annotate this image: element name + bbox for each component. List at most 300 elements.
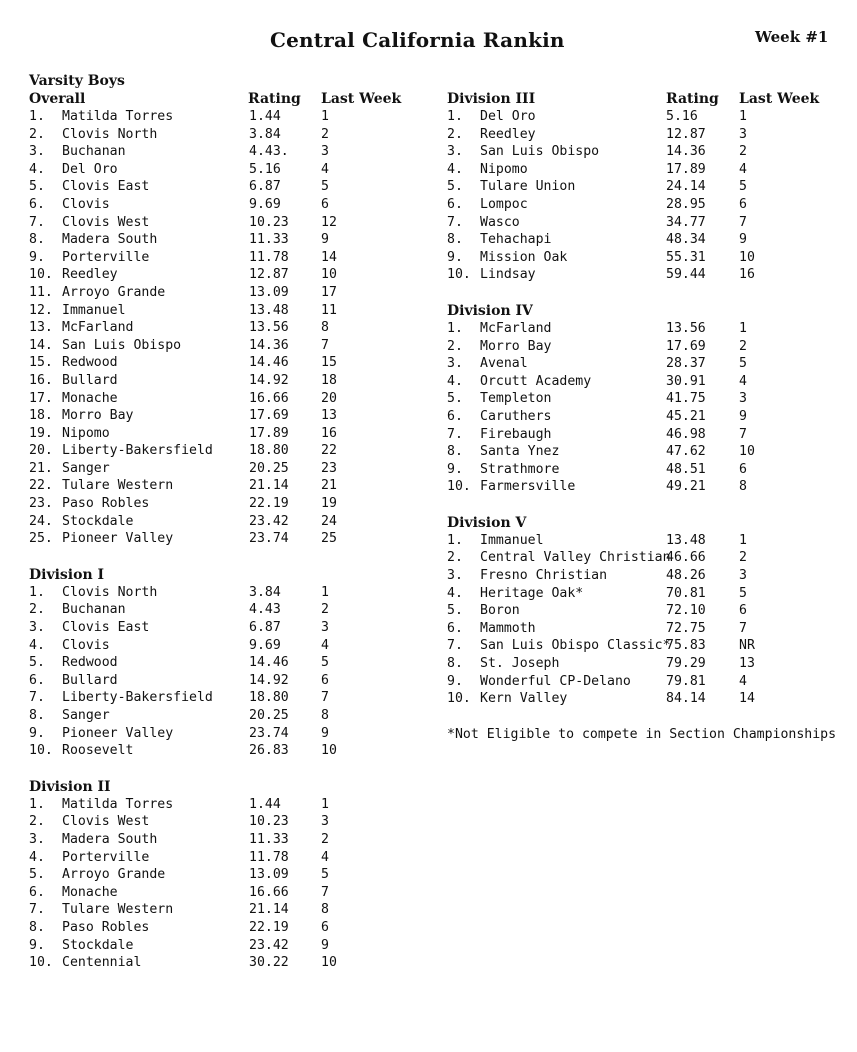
last-week-cell: 24 bbox=[321, 513, 337, 529]
last-week-cell: 5 bbox=[321, 867, 329, 883]
rank-cell: 25. bbox=[29, 531, 53, 547]
last-week-cell: 3 bbox=[321, 620, 329, 636]
team-cell: Centennial bbox=[62, 955, 142, 971]
rating-cell: 6.87 bbox=[249, 620, 281, 636]
rank-cell: 8. bbox=[447, 444, 463, 460]
rating-cell: 79.81 bbox=[666, 673, 706, 689]
table-row bbox=[447, 249, 847, 267]
varsity-label: Varsity Boys bbox=[29, 73, 125, 89]
table-row bbox=[29, 442, 419, 460]
rank-cell: 10. bbox=[29, 743, 53, 759]
rating-cell: 9.69 bbox=[249, 637, 281, 653]
rating-cell: 14.36 bbox=[249, 337, 289, 353]
rank-cell: 23. bbox=[29, 496, 53, 512]
table-row bbox=[29, 390, 419, 408]
rank-cell: 15. bbox=[29, 355, 53, 371]
page-title: Central California Rankin bbox=[270, 28, 565, 52]
last-week-cell: 2 bbox=[739, 550, 747, 566]
team-cell: Tulare Western bbox=[62, 478, 174, 494]
last-week-cell: 7 bbox=[739, 214, 747, 230]
last-week-cell: 2 bbox=[321, 602, 329, 618]
team-cell: Tehachapi bbox=[480, 232, 552, 248]
division-3-rows bbox=[447, 108, 847, 284]
rank-cell: 5. bbox=[29, 655, 45, 671]
team-cell: Morro Bay bbox=[62, 408, 134, 424]
team-cell: Clovis bbox=[62, 637, 110, 653]
rating-cell: 4.43 bbox=[249, 602, 281, 618]
last-week-cell: 10 bbox=[739, 444, 755, 460]
rating-cell: 17.89 bbox=[666, 161, 706, 177]
rating-cell: 28.37 bbox=[666, 356, 706, 372]
last-week-cell: 2 bbox=[321, 126, 329, 142]
last-week-cell: 10 bbox=[321, 743, 337, 759]
rating-cell: 13.09 bbox=[249, 284, 289, 300]
table-row bbox=[447, 585, 847, 603]
rating-cell: 23.74 bbox=[249, 725, 289, 741]
rating-cell: 48.34 bbox=[666, 232, 706, 248]
rating-cell: 55.31 bbox=[666, 249, 706, 265]
rating-cell: 30.91 bbox=[666, 373, 706, 389]
table-row bbox=[29, 901, 419, 919]
overall-rows bbox=[29, 108, 419, 548]
rank-cell: 6. bbox=[29, 196, 45, 212]
rank-cell: 9. bbox=[29, 725, 45, 741]
team-cell: Clovis North bbox=[62, 126, 158, 142]
rating-cell: 48.51 bbox=[666, 461, 706, 477]
team-cell: Firebaugh bbox=[480, 426, 552, 442]
team-cell: Matilda Torres bbox=[62, 109, 174, 124]
last-week-cell: 14 bbox=[321, 249, 337, 265]
section-title: Division IV bbox=[447, 302, 533, 319]
rank-cell: 7. bbox=[447, 214, 463, 230]
team-cell: Monache bbox=[62, 390, 118, 406]
rank-cell: 12. bbox=[29, 302, 53, 318]
team-cell: Heritage Oak* bbox=[480, 585, 584, 601]
team-cell: Monache bbox=[62, 884, 118, 900]
team-cell: Nipomo bbox=[480, 161, 528, 177]
table-row bbox=[447, 673, 847, 691]
rank-cell: 7. bbox=[29, 214, 45, 230]
rank-cell: 19. bbox=[29, 425, 53, 441]
team-cell: San Luis Obispo bbox=[480, 144, 600, 160]
table-row bbox=[29, 337, 419, 355]
team-cell: Stockdale bbox=[62, 937, 134, 953]
table-row bbox=[447, 461, 847, 479]
table-row bbox=[29, 831, 419, 849]
rank-cell: 1. bbox=[447, 532, 463, 548]
team-cell: Lindsay bbox=[480, 267, 536, 283]
team-cell: Liberty-Bakersfield bbox=[62, 443, 213, 459]
last-week-cell: 5 bbox=[321, 179, 329, 195]
rating-cell: 23.42 bbox=[249, 937, 289, 953]
rating-cell: 41.75 bbox=[666, 391, 706, 407]
rating-cell: 13.56 bbox=[666, 320, 706, 336]
team-cell: Immanuel bbox=[62, 302, 126, 318]
rating-cell: 84.14 bbox=[666, 691, 706, 707]
team-cell: Stockdale bbox=[62, 513, 134, 529]
team-cell: Wonderful CP-Delano bbox=[480, 673, 631, 689]
last-week-cell: 13 bbox=[739, 656, 755, 672]
last-week-cell: 7 bbox=[321, 884, 329, 900]
rating-cell: 16.66 bbox=[249, 884, 289, 900]
team-cell: Bullard bbox=[62, 372, 118, 388]
section-title: Division I bbox=[29, 566, 105, 583]
rating-cell: 72.10 bbox=[666, 603, 706, 619]
last-week-cell: 15 bbox=[321, 355, 337, 371]
team-cell: Fresno Christian bbox=[480, 568, 608, 584]
division-1-header bbox=[29, 566, 419, 584]
table-row bbox=[29, 477, 419, 495]
team-cell: Bullard bbox=[62, 672, 118, 688]
rating-cell: 48.26 bbox=[666, 568, 706, 584]
last-week-cell: 7 bbox=[321, 337, 329, 353]
rank-cell: 9. bbox=[447, 249, 463, 265]
team-cell: Reedley bbox=[480, 126, 536, 142]
rank-cell: 18. bbox=[29, 408, 53, 424]
last-week-cell: 4 bbox=[321, 161, 329, 177]
table-row bbox=[29, 266, 419, 284]
last-week-cell: 18 bbox=[321, 372, 337, 388]
table-row bbox=[447, 549, 847, 567]
rank-cell: 1. bbox=[29, 796, 45, 812]
table-row bbox=[447, 355, 847, 373]
rank-cell: 6. bbox=[29, 884, 45, 900]
section-title: Division II bbox=[29, 778, 111, 795]
rating-cell: 9.69 bbox=[249, 196, 281, 212]
table-row bbox=[29, 425, 419, 443]
rating-cell: 59.44 bbox=[666, 267, 706, 283]
right-column bbox=[447, 90, 847, 744]
last-week-cell: 21 bbox=[321, 478, 337, 494]
table-row bbox=[29, 866, 419, 884]
rank-cell: 5. bbox=[29, 867, 45, 883]
rank-cell: 5. bbox=[447, 391, 463, 407]
rating-cell: 26.83 bbox=[249, 743, 289, 759]
team-cell: Tulare Union bbox=[480, 179, 576, 195]
last-week-cell: 9 bbox=[321, 937, 329, 953]
table-row bbox=[447, 143, 847, 161]
team-cell: Pioneer Valley bbox=[62, 725, 174, 741]
rank-cell: 3. bbox=[447, 144, 463, 160]
table-row bbox=[447, 161, 847, 179]
rank-cell: 20. bbox=[29, 443, 53, 459]
table-row bbox=[447, 178, 847, 196]
rank-cell: 9. bbox=[29, 249, 45, 265]
rating-cell: 28.95 bbox=[666, 196, 706, 212]
last-week-cell: 3 bbox=[739, 568, 747, 584]
footnote: *Not Eligible to compete in Section Championships bbox=[447, 726, 837, 742]
rank-cell: 8. bbox=[447, 232, 463, 248]
last-week-cell: 2 bbox=[321, 831, 329, 847]
team-cell: Pioneer Valley bbox=[62, 531, 174, 547]
last-week-cell: 4 bbox=[321, 637, 329, 653]
team-cell: Madera South bbox=[62, 232, 158, 248]
table-row bbox=[29, 725, 419, 743]
table-row bbox=[447, 266, 847, 284]
table-row bbox=[447, 567, 847, 585]
table-row bbox=[29, 249, 419, 267]
rating-cell: 18.80 bbox=[249, 690, 289, 706]
table-row bbox=[447, 214, 847, 232]
table-row bbox=[29, 143, 419, 161]
last-week-cell: 2 bbox=[739, 338, 747, 354]
table-row bbox=[29, 584, 419, 602]
team-cell: Lompoc bbox=[480, 196, 528, 212]
table-row bbox=[29, 619, 419, 637]
last-week-cell: 6 bbox=[321, 196, 329, 212]
table-row bbox=[29, 460, 419, 478]
team-cell: Sanger bbox=[62, 460, 110, 476]
rank-cell: 16. bbox=[29, 372, 53, 388]
rating-cell: 1.44 bbox=[249, 796, 281, 812]
division-5-rows bbox=[447, 532, 847, 708]
rank-cell: 1. bbox=[447, 320, 463, 336]
rank-cell: 6. bbox=[447, 620, 463, 636]
rank-cell: 3. bbox=[447, 356, 463, 372]
team-cell: Porterville bbox=[62, 849, 150, 865]
table-row bbox=[29, 354, 419, 372]
team-cell: Del Oro bbox=[480, 109, 536, 124]
team-cell: Redwood bbox=[62, 355, 118, 371]
table-row bbox=[29, 742, 419, 760]
rank-cell: 4. bbox=[447, 585, 463, 601]
table-row bbox=[447, 108, 847, 126]
rating-cell: 34.77 bbox=[666, 214, 706, 230]
rating-cell: 20.25 bbox=[249, 708, 289, 723]
last-week-cell: 5 bbox=[739, 356, 747, 372]
table-row bbox=[29, 108, 419, 126]
rating-cell: 72.75 bbox=[666, 620, 706, 636]
table-row bbox=[447, 620, 847, 638]
rating-cell: 13.48 bbox=[666, 532, 706, 548]
table-row bbox=[447, 320, 847, 338]
rating-cell: 5.16 bbox=[249, 161, 281, 177]
last-week-cell: 9 bbox=[321, 725, 329, 741]
division-2-rows bbox=[29, 796, 419, 972]
team-cell: San Luis Obispo bbox=[62, 337, 182, 353]
table-row bbox=[29, 284, 419, 302]
last-week-cell: 3 bbox=[321, 144, 329, 160]
rank-cell: 6. bbox=[447, 196, 463, 212]
division-5-header bbox=[447, 514, 847, 532]
rating-cell: 22.19 bbox=[249, 919, 289, 935]
rating-cell: 18.80 bbox=[249, 443, 289, 459]
rating-cell: 46.98 bbox=[666, 426, 706, 442]
last-week-cell: 1 bbox=[739, 320, 747, 336]
rating-cell: 3.84 bbox=[249, 584, 281, 600]
rank-cell: 10. bbox=[447, 691, 471, 707]
rating-cell: 30.22 bbox=[249, 955, 289, 971]
rating-cell: 17.89 bbox=[249, 425, 289, 441]
team-cell: Madera South bbox=[62, 831, 158, 847]
rank-cell: 8. bbox=[447, 656, 463, 672]
rating-cell: 11.33 bbox=[249, 831, 289, 847]
team-cell: Matilda Torres bbox=[62, 796, 174, 812]
rank-cell: 22. bbox=[29, 478, 53, 494]
division-2-header bbox=[29, 778, 419, 796]
rank-cell: 9. bbox=[447, 461, 463, 477]
last-week-cell: 3 bbox=[739, 391, 747, 407]
rank-cell: 10. bbox=[29, 955, 53, 971]
rank-cell: 4. bbox=[447, 373, 463, 389]
rating-cell: 4.43. bbox=[249, 144, 289, 160]
last-week-cell: 6 bbox=[739, 461, 747, 477]
table-row bbox=[29, 849, 419, 867]
rating-cell: 14.46 bbox=[249, 355, 289, 371]
rating-cell: 23.42 bbox=[249, 513, 289, 529]
rating-cell: 11.78 bbox=[249, 249, 289, 265]
rank-cell: 13. bbox=[29, 320, 53, 336]
rank-cell: 5. bbox=[29, 179, 45, 195]
last-week-cell: 12 bbox=[321, 214, 337, 230]
team-cell: Immanuel bbox=[480, 532, 544, 548]
table-row bbox=[29, 707, 419, 725]
last-week-cell: 8 bbox=[321, 902, 329, 918]
rank-cell: 7. bbox=[29, 902, 45, 918]
table-row bbox=[29, 954, 419, 972]
last-week-cell: 23 bbox=[321, 460, 337, 476]
rating-cell: 12.87 bbox=[666, 126, 706, 142]
last-week-cell: 9 bbox=[739, 232, 747, 248]
last-week-header: Last Week bbox=[321, 91, 402, 107]
team-cell: Central Valley Christian bbox=[480, 550, 671, 566]
table-row bbox=[29, 937, 419, 955]
last-week-cell: 10 bbox=[321, 955, 337, 971]
rank-cell: 21. bbox=[29, 460, 53, 476]
team-cell: Sanger bbox=[62, 708, 110, 723]
rank-cell: 1. bbox=[29, 109, 45, 124]
last-week-cell: 8 bbox=[321, 320, 329, 336]
rank-cell: 8. bbox=[29, 708, 45, 723]
last-week-cell: 6 bbox=[739, 603, 747, 619]
section-title: Division V bbox=[447, 514, 527, 531]
rating-cell: 12.87 bbox=[249, 267, 289, 283]
table-row bbox=[447, 338, 847, 356]
team-cell: Templeton bbox=[480, 391, 552, 407]
table-row bbox=[29, 231, 419, 249]
rating-cell: 46.66 bbox=[666, 550, 706, 566]
table-row bbox=[29, 672, 419, 690]
rating-cell: 47.62 bbox=[666, 444, 706, 460]
table-row bbox=[447, 532, 847, 550]
rank-cell: 24. bbox=[29, 513, 53, 529]
rating-cell: 13.09 bbox=[249, 867, 289, 883]
section-title: Overall bbox=[29, 91, 86, 107]
team-cell: Redwood bbox=[62, 655, 118, 671]
last-week-header: Last Week bbox=[739, 91, 820, 107]
rank-cell: 4. bbox=[29, 161, 45, 177]
last-week-cell: 10 bbox=[739, 249, 755, 265]
table-row bbox=[29, 178, 419, 196]
team-cell: Clovis West bbox=[62, 214, 150, 230]
table-row bbox=[29, 319, 419, 337]
rating-cell: 16.66 bbox=[249, 390, 289, 406]
rating-cell: 10.23 bbox=[249, 814, 289, 830]
table-row bbox=[29, 407, 419, 425]
rating-cell: 3.84 bbox=[249, 126, 281, 142]
last-week-cell: 8 bbox=[739, 479, 747, 495]
table-row bbox=[29, 601, 419, 619]
team-cell: Roosevelt bbox=[62, 743, 134, 759]
last-week-cell: 25 bbox=[321, 531, 337, 547]
team-cell: Orcutt Academy bbox=[480, 373, 592, 389]
rank-cell: 11. bbox=[29, 284, 53, 300]
rating-cell: 79.29 bbox=[666, 656, 706, 672]
rating-header: Rating bbox=[666, 91, 719, 107]
team-cell: Morro Bay bbox=[480, 338, 552, 354]
rating-cell: 1.44 bbox=[249, 109, 281, 124]
rating-cell: 49.21 bbox=[666, 479, 706, 495]
table-row bbox=[29, 796, 419, 814]
rank-cell: 4. bbox=[447, 161, 463, 177]
team-cell: St. Joseph bbox=[480, 656, 560, 672]
last-week-cell: 16 bbox=[321, 425, 337, 441]
rank-cell: 3. bbox=[29, 620, 45, 636]
rank-cell: 17. bbox=[29, 390, 53, 406]
last-week-cell: 3 bbox=[321, 814, 329, 830]
team-cell: Mammoth bbox=[480, 620, 536, 636]
rating-cell: 10.23 bbox=[249, 214, 289, 230]
table-row bbox=[447, 426, 847, 444]
last-week-cell: 13 bbox=[321, 408, 337, 424]
last-week-cell: 10 bbox=[321, 267, 337, 283]
team-cell: Porterville bbox=[62, 249, 150, 265]
team-cell: Caruthers bbox=[480, 408, 552, 424]
rank-cell: 3. bbox=[29, 831, 45, 847]
rating-cell: 11.33 bbox=[249, 232, 289, 248]
last-week-cell: 6 bbox=[739, 196, 747, 212]
table-row bbox=[29, 196, 419, 214]
rank-cell: 5. bbox=[447, 179, 463, 195]
table-row bbox=[447, 655, 847, 673]
team-cell: Strathmore bbox=[480, 461, 560, 477]
last-week-cell: 11 bbox=[321, 302, 337, 318]
team-cell: Santa Ynez bbox=[480, 444, 560, 460]
table-row bbox=[29, 126, 419, 144]
rating-cell: 21.14 bbox=[249, 478, 289, 494]
rating-cell: 23.74 bbox=[249, 531, 289, 547]
rank-cell: 2. bbox=[29, 126, 45, 142]
table-row bbox=[447, 408, 847, 426]
table-row bbox=[447, 231, 847, 249]
table-row bbox=[447, 637, 847, 655]
division-4-rows bbox=[447, 320, 847, 496]
table-row bbox=[447, 443, 847, 461]
team-cell: Paso Robles bbox=[62, 496, 150, 512]
table-row bbox=[29, 813, 419, 831]
last-week-cell: 1 bbox=[321, 584, 329, 600]
rank-cell: 7. bbox=[447, 426, 463, 442]
last-week-cell: 4 bbox=[739, 673, 747, 689]
rank-cell: 2. bbox=[447, 550, 463, 566]
team-cell: Del Oro bbox=[62, 161, 118, 177]
last-week-cell: 1 bbox=[739, 109, 747, 124]
rank-cell: 5. bbox=[447, 603, 463, 619]
rank-cell: 9. bbox=[29, 937, 45, 953]
last-week-cell: 16 bbox=[739, 267, 755, 283]
division-4-header bbox=[447, 302, 847, 320]
last-week-cell: 17 bbox=[321, 284, 337, 300]
team-cell: Boron bbox=[480, 603, 520, 619]
last-week-cell: 22 bbox=[321, 443, 337, 459]
rank-cell: 2. bbox=[447, 126, 463, 142]
rank-cell: 10. bbox=[447, 267, 471, 283]
last-week-cell: 4 bbox=[321, 849, 329, 865]
team-cell: Farmersville bbox=[480, 479, 576, 495]
team-cell: Wasco bbox=[480, 214, 520, 230]
rating-cell: 13.56 bbox=[249, 320, 289, 336]
rating-cell: 17.69 bbox=[666, 338, 706, 354]
